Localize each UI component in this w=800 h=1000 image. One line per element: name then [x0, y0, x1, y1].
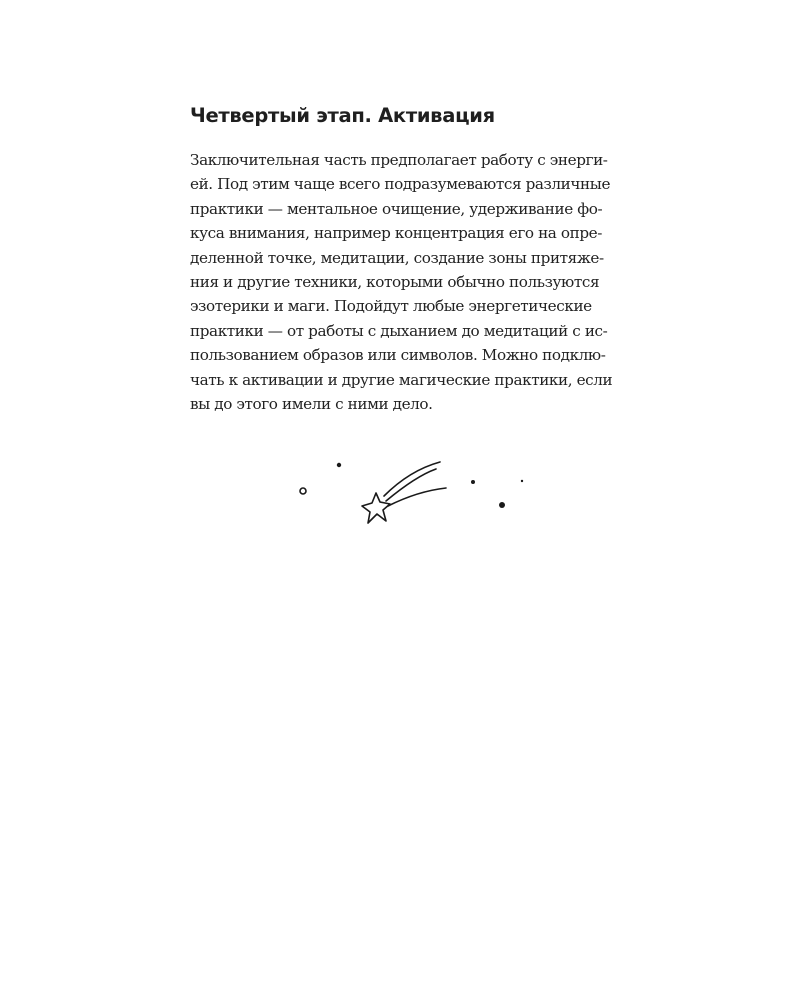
paragraph-line: пользованием образов или символов. Можно подклю- — [190, 346, 606, 365]
paragraph-line: практики — от работы с дыханием до медитаций с ис- — [190, 321, 608, 340]
body-paragraph — [190, 148, 650, 416]
shooting-star-icon — [290, 452, 540, 542]
dot — [499, 502, 505, 508]
dot — [521, 480, 523, 482]
paragraph-line: ния и другие техники, которыми обычно пользуются — [190, 273, 600, 292]
dot — [337, 463, 341, 467]
paragraph-line: вы до этого имели с ними дело. — [190, 395, 433, 414]
paragraph-line: эзотерики и маги. Подойдут любые энергетические — [190, 297, 592, 316]
paragraph-line: деленной точке, медитации, создание зоны притяже- — [190, 248, 604, 267]
star-trail — [388, 488, 446, 506]
small-ring — [300, 488, 306, 494]
section-heading: Четвертый этап. Активация — [190, 104, 495, 127]
paragraph-line: Заключительная часть предполагает работу с энерги- — [190, 151, 608, 169]
paragraph-line: куса внимания, например концентрация его на опре- — [190, 224, 602, 243]
star-shape — [362, 493, 390, 523]
dot — [471, 480, 475, 484]
paragraph-line: ей. Под этим чаще всего подразумеваются различные — [190, 175, 611, 194]
paragraph-line: чать к активации и другие магические практики, если — [190, 370, 613, 389]
paragraph-line: практики — ментальное очищение, удерживание фо- — [190, 199, 603, 218]
